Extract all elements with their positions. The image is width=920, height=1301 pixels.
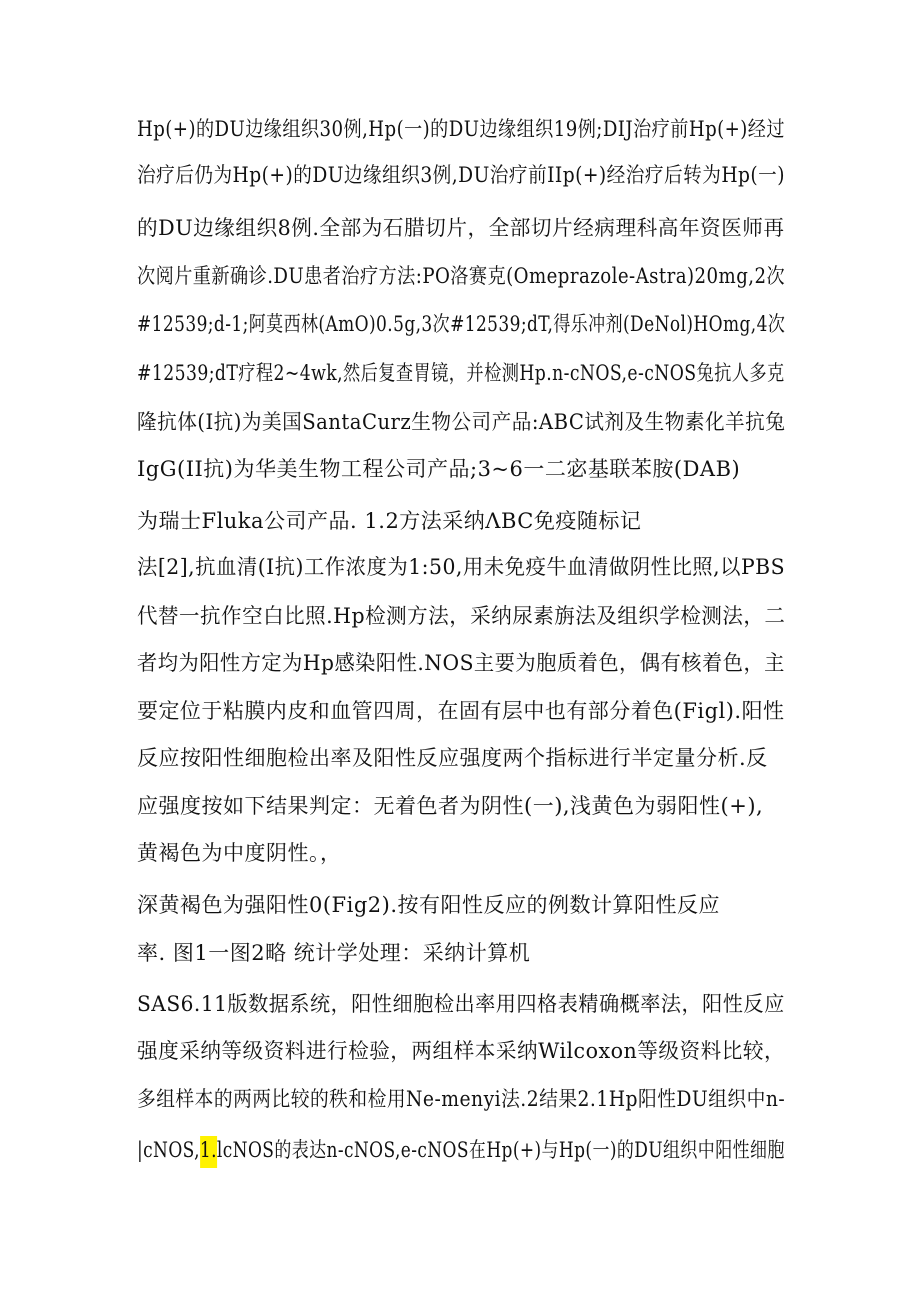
highlighted-text: 1.: [200, 1136, 217, 1168]
text-segment: lcNOS的表达n-cNOS,e-cNOS在Hp(+)与Hp(一)的DU组织中阳性细胞: [216, 1138, 785, 1162]
text-line: #12539;dT疗程2~4wk,然后复查胃镜，并检测Hp.n-cNOS,e-cNOS兔抗人多克: [137, 361, 785, 385]
text-line: 法[2],抗血清(I抗)工作浓度为1:50,用未免疫牛血清做阴性比照,以PBS: [137, 555, 786, 579]
text-line: 强度采纳等级资料进行检验，两组样本采纳Wilcoxon等级资料比较，: [137, 1039, 786, 1063]
text-line-last: [137, 1134, 785, 1166]
text-line: 率. 图1一图2略 统计学处理：采纳计算机: [137, 941, 531, 965]
text-line: 多组样本的两两比较的秩和检用Ne-menyi法.2结果2.1Hp阳性DU组织中n-: [137, 1087, 786, 1111]
text-line: 要定位于粘膜内皮和血管四周，在固有层中也有部分着色(Figl).阳性: [137, 699, 785, 723]
text-segment: |cNOS,: [137, 1138, 200, 1162]
text-line: 应强度按如下结果判定：无着色者为阴性(一),浅黄色为弱阳性(+),: [137, 794, 764, 818]
text-line: SAS6.11版数据系统，阳性细胞检出率用四格表精确概率法，阳性反应: [137, 992, 785, 1016]
text-line: 深黄褐色为强阳性0(Fig2).按有阳性反应的例数计算阳性反应: [137, 893, 721, 917]
text-line: 反应按阳性细胞检出率及阳性反应强度两个指标进行半定量分析.反: [137, 746, 768, 770]
text-line: 治疗后仍为Hp(+)的DU边缘组织3例,DU治疗前IIp(+)经治疗后转为Hp(一): [137, 163, 785, 187]
text-line: #12539;d-1;阿莫西林(AmO)0.5g,3次#12539;dT,得乐冲剂(DeNol)HOmg,4次: [137, 312, 786, 336]
text-line: 者均为阳性方定为Hp感染阳性.NOS主要为胞质着色，偶有核着色，主: [137, 651, 785, 675]
text-line: 为瑞士Fluka公司产品. 1.2方法采纳ΛBC免疫随标记: [137, 509, 642, 533]
text-line: 黄褐色为中度阴性。，: [137, 841, 342, 865]
text-line: Hp(+)的DU边缘组织30例,Hp(一)的DU边缘组织19例;DIJ治疗前Hp(+)经过: [137, 117, 785, 141]
text-line: 代替一抗作空白比照.Hp检测方法，采纳尿素旃法及组织学检测法，二: [137, 604, 786, 628]
text-line: 的DU边缘组织8例.全部为石腊切片，全部切片经病理科高年资医师再: [137, 216, 785, 240]
text-line: 隆抗体(I抗)为美国SantaCurz生物公司产品:ABC试剂及生物素化羊抗兔: [137, 410, 786, 434]
text-line: 次阅片重新确诊.DU患者治疗方法:PO洛赛克(Omeprazole-Astra)20mg,2次: [137, 264, 786, 288]
text-line: IgG(II抗)为华美生物工程公司产品;3~6一二宓基联苯胺(DAB): [137, 457, 741, 481]
